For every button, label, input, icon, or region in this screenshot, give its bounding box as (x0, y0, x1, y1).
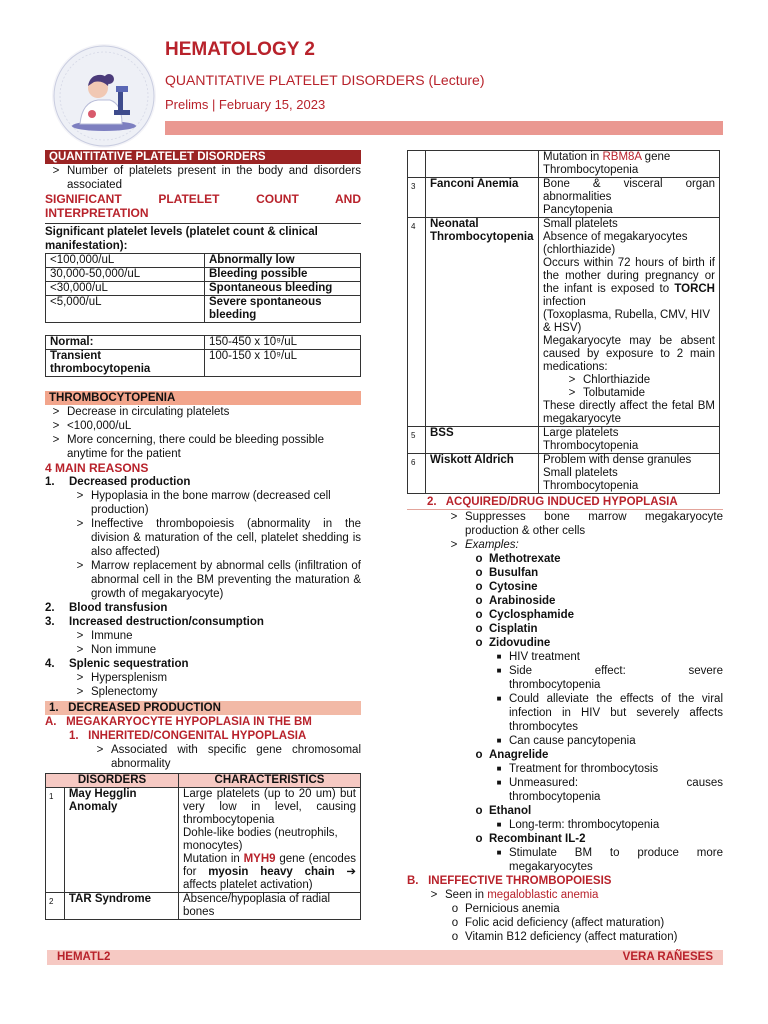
section-heading: QUANTITATIVE PLATELET DISORDERS (45, 150, 361, 164)
right-column (407, 150, 723, 944)
list-item: o Vitamin B12 deficiency (affect maturation) (451, 931, 678, 943)
section-heading: THROMBOCYTOPENIA (45, 391, 361, 405)
table-row: 4 Neonatal Thrombocytopenia Small platelets Absence of megakaryocytes (chlorthiazide) Occurs within 72 hours of birth if the mother during pregnancy or the infant is exposed to TORCH infection (Toxoplasma, Rubella, CMV, HIV & HSV) Megakaryocyte may be absent caused by exposure to 2 main medications: > Chlorthiazide > Tolbutamide These directly affect the fetal BM megakaryocyte (408, 218, 720, 427)
section-desc: Significant platelet levels (platelet count & clinical manifestation): (45, 223, 361, 253)
course-code: HEMATL2 (57, 951, 111, 963)
list-item: ■ Stimulate BM to produce more megakaryocytes (496, 847, 723, 873)
list-item: o Folic acid deficiency (affect maturation) (451, 917, 665, 929)
sub-list (407, 902, 723, 944)
table-row: 3 Fanconi Anemia Bone & visceral organ abnormalities Pancytopenia (408, 178, 720, 218)
list-item: ■ Could alleviate the effects of the viral infection in HIV but severely affects thrombocytes (496, 693, 723, 733)
subsection-heading: B. INEFFECTIVE THROMBOPOIESIS (407, 875, 612, 887)
scientist-microscope-logo-icon (52, 44, 156, 148)
page-title: HEMATOLOGY 2 (165, 39, 315, 60)
list-item: o Arabinoside (475, 595, 556, 607)
sub-list (469, 762, 723, 804)
inherited-disorders-table-cont (407, 150, 720, 494)
inherited-disorders-table (45, 773, 361, 920)
table-row: Normal: 150-450 x 10⁹/uL (46, 336, 361, 350)
list-item: > Tolbutamide (568, 387, 646, 399)
sub-list (469, 818, 723, 832)
list-item: > Examples: (450, 539, 519, 551)
table-row: 5 BSS Large platelets Thrombocytopenia (408, 427, 720, 454)
table-header-row: DISORDERS CHARACTERISTICS (46, 774, 361, 788)
list-item: o Cisplatin (475, 623, 538, 635)
list-item: > Marrow replacement by abnormal cells (infiltration of abnormal cell in the BM preventing the maturation & growth of megakaryocyte) (76, 560, 361, 600)
author-name: VERA RAÑESES (622, 951, 713, 963)
list-item: ■ Side effect: severe thrombocytopenia (496, 665, 723, 691)
table-row: <100,000/uL Abnormally low (46, 254, 361, 268)
platelet-levels-table (45, 253, 361, 323)
header-divider-bar (165, 121, 723, 135)
page-subtitle: QUANTITATIVE PLATELET DISORDERS (Lecture) (165, 72, 485, 88)
list-item: 1. Decreased production (45, 476, 191, 488)
list-item: o Pernicious anemia (451, 903, 560, 915)
list-item: ■ Can cause pancytopenia (496, 735, 636, 747)
list-item: o Recombinant IL-2 (475, 833, 586, 845)
normal-range-table (45, 335, 361, 377)
table-row: 2 TAR Syndrome Absence/hypoplasia of radial bones (46, 893, 361, 920)
section-heading: SIGNIFICANT PLATELET COUNT AND INTERPRETATION (45, 192, 361, 220)
list-item: > Hypersplenism (76, 672, 168, 684)
list-item: > Number of platelets present in the body and disorders associated (52, 165, 361, 191)
table-row: <30,000/uL Spontaneous bleeding (46, 282, 361, 296)
list-item: ■ Treatment for thrombocytosis (496, 763, 659, 775)
table-row: <5,000/uL Severe spontaneous bleeding (46, 296, 361, 323)
sub-list (469, 650, 723, 748)
sub-list (469, 846, 723, 874)
list-item: > <100,000/uL (52, 420, 132, 432)
list-item: > Decrease in circulating platelets (52, 406, 230, 418)
list-item: > More concerning, there could be bleeding possible anytime for the patient (52, 434, 324, 460)
list-item: o Methotrexate (475, 553, 561, 565)
list-item: o Cytosine (475, 581, 538, 593)
list-item: > Splenectomy (76, 686, 158, 698)
table-row: Transient thrombocytopenia 100-150 x 10⁹/uL (46, 350, 361, 377)
list-item: > Immune (76, 630, 133, 642)
list-item: > Seen in megaloblastic anemia (430, 889, 599, 901)
list-item: ■ HIV treatment (496, 651, 580, 663)
table-row: 6 Wiskott Aldrich Problem with dense granules Small platelets Thrombocytopenia (408, 454, 720, 494)
list-item: ■ Long-term: thrombocytopenia (496, 819, 660, 831)
list-item: o Anagrelide (475, 749, 549, 761)
list-item: > Ineffective thrombopoiesis (abnormality in the division & maturation of the cell, platelet shedding is also affected) (76, 518, 361, 558)
course-logo (52, 44, 156, 148)
lecture-date: Prelims | February 15, 2023 (165, 97, 326, 112)
section-heading: 1. DECREASED PRODUCTION (45, 701, 361, 715)
list-item: > Associated with specific gene chromosomal abnormality (96, 744, 361, 770)
list-item: ■ Unmeasured: causes thrombocytopenia (496, 777, 723, 803)
subsection-heading: A. MEGAKARYOCYTE HYPOPLASIA IN THE BM (45, 716, 312, 728)
page-footer (47, 950, 723, 965)
list-item: 3. Increased destruction/consumption (45, 616, 264, 628)
list-item: > Suppresses bone marrow megakaryocyte production & other cells (450, 511, 723, 537)
section-heading: 4 MAIN REASONS (45, 461, 149, 475)
table-row: Mutation in RBM8A gene Thrombocytopenia (408, 151, 720, 178)
list-item: 4. Splenic sequestration (45, 658, 189, 670)
list-item: > Non immune (76, 644, 157, 656)
list-item: o Cyclosphamide (475, 609, 574, 621)
left-column (45, 150, 361, 920)
drug-list (407, 552, 723, 874)
table-row: 30,000-50,000/uL Bleeding possible (46, 268, 361, 282)
list-item: 2. Blood transfusion (45, 602, 168, 614)
list-item: > Chlorthiazide (568, 374, 651, 386)
table-row: 1 May Hegglin Anomaly Large platelets (up to 20 um) but very low in level, causing thrombocytopenia Dohle-like bodies (neutrophils, monocytes) Mutation in MYH9 gene (encodes for myosin heavy chain ➔ affects platelet activation) (46, 788, 361, 893)
list-item: o Zidovudine (475, 637, 551, 649)
list-item: o Busulfan (475, 567, 539, 579)
subsection-heading: 1. INHERITED/CONGENITAL HYPOPLASIA (69, 730, 307, 742)
list-item: o Ethanol (475, 805, 532, 817)
subsection-heading: 2. ACQUIRED/DRUG INDUCED HYPOPLASIA (407, 495, 723, 510)
list-item: > Hypoplasia in the bone marrow (decreased cell production) (76, 490, 331, 516)
